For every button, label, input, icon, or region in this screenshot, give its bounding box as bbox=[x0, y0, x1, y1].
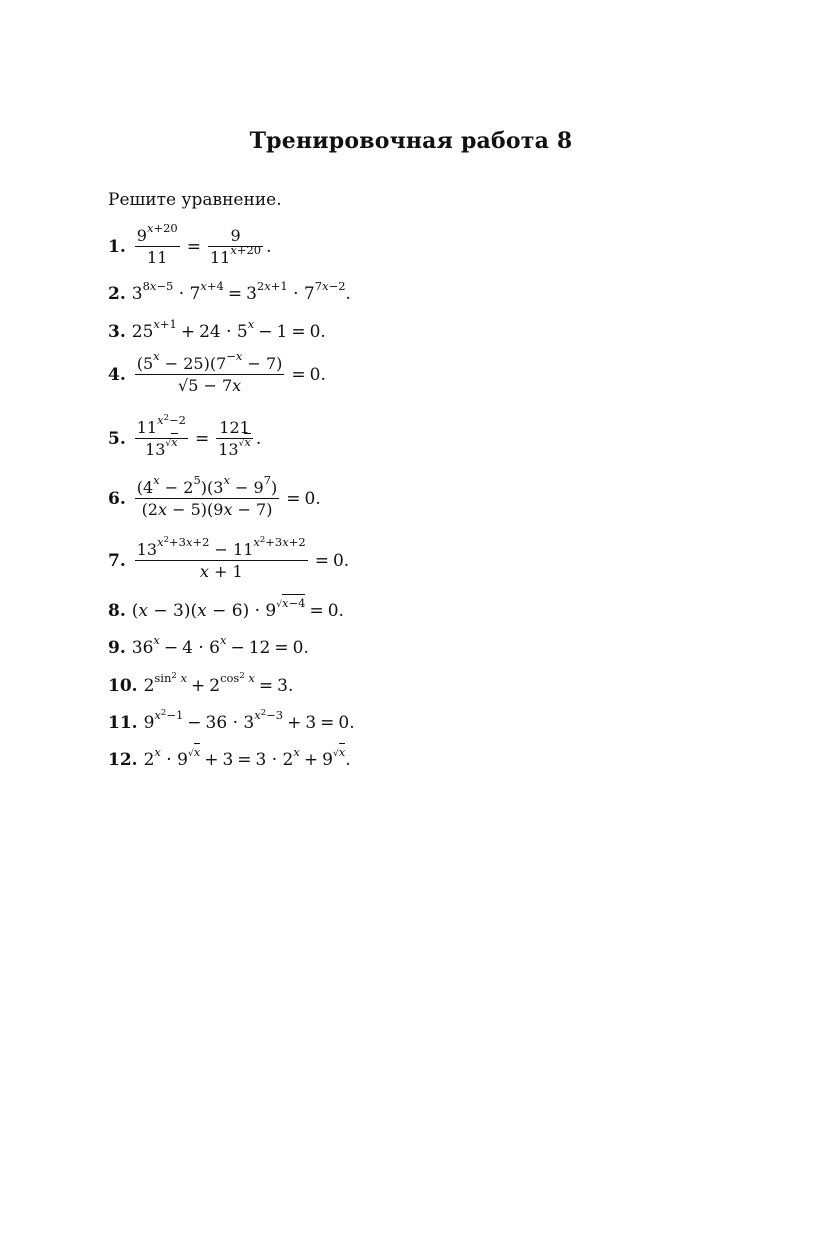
problem-equation: $\frac{11^{x^2-2}}{13^{√x}}$ = $\frac{121}{13^{√x}}$ . bbox=[136, 413, 262, 459]
problem-3 bbox=[108, 317, 326, 342]
problem-number: 8. bbox=[108, 601, 126, 621]
problem-7 bbox=[108, 535, 350, 581]
problem-4 bbox=[108, 349, 326, 395]
problem-number: 10. bbox=[108, 676, 138, 696]
problem-2 bbox=[108, 279, 351, 304]
problem-11 bbox=[108, 708, 355, 733]
problem-6 bbox=[108, 473, 321, 519]
problem-number: 9. bbox=[108, 638, 126, 658]
problem-number: 7. bbox=[108, 550, 126, 571]
problem-equation: $25^{x+1} + 24 \cdot 5^x - 1 = 0$. bbox=[131, 317, 326, 342]
instruction-text: Решите уравнение. bbox=[108, 190, 282, 210]
problem-equation: $\frac{9^{x+20}}{11}$ = $\frac{9}{11^{x+20}}$ . bbox=[136, 221, 272, 267]
problem-equation: $\frac{(5^x - 25)(7^{-x} - 7)}{√5 - 7x}$ = 0. bbox=[136, 349, 326, 395]
problem-equation: $\frac{(4^x - 2^5)(3^x - 9^7)}{(2x - 5)(9x - 7)}$ = 0. bbox=[136, 473, 321, 519]
problem-equation: $2^{sin^2 x} + 2^{cos^2 x} = 3$. bbox=[143, 671, 294, 696]
problem-number: 12. bbox=[108, 750, 138, 770]
problem-1 bbox=[108, 221, 272, 267]
problem-9 bbox=[108, 633, 309, 658]
problem-12 bbox=[108, 745, 351, 770]
page-title: Тренировочная работа 8 bbox=[249, 128, 573, 154]
problem-10 bbox=[108, 671, 294, 696]
problem-number: 2. bbox=[108, 284, 126, 304]
problem-number: 1. bbox=[108, 236, 126, 257]
problem-equation: $3^{8x-5} \cdot 7^{x+4} = 3^{2x+1} \cdot 7^{7x-2}$. bbox=[131, 279, 351, 304]
problem-number: 4. bbox=[108, 364, 126, 385]
problem-number: 6. bbox=[108, 488, 126, 509]
problem-8 bbox=[108, 596, 344, 621]
problem-5 bbox=[108, 413, 262, 459]
problem-equation: $(x - 3)(x - 6) \cdot 9^{√x-4} = 0$. bbox=[131, 596, 344, 621]
problem-equation: $2^x \cdot 9^{√x} + 3 = 3 \cdot 2^x + 9^{√x}$. bbox=[143, 745, 351, 770]
problem-number: 11. bbox=[108, 713, 138, 733]
problem-equation: $9^{x^2-1} - 36 \cdot 3^{x^2-3} + 3 = 0$. bbox=[143, 708, 355, 733]
problem-equation: $36^x - 4 \cdot 6^x - 12 = 0$. bbox=[131, 633, 309, 658]
problem-equation: $\frac{13^{x^2+3x+2} - 11^{x^2+3x+2}}{x + 1}$ = 0. bbox=[136, 535, 350, 581]
problem-number: 5. bbox=[108, 428, 126, 449]
problem-number: 3. bbox=[108, 322, 126, 342]
